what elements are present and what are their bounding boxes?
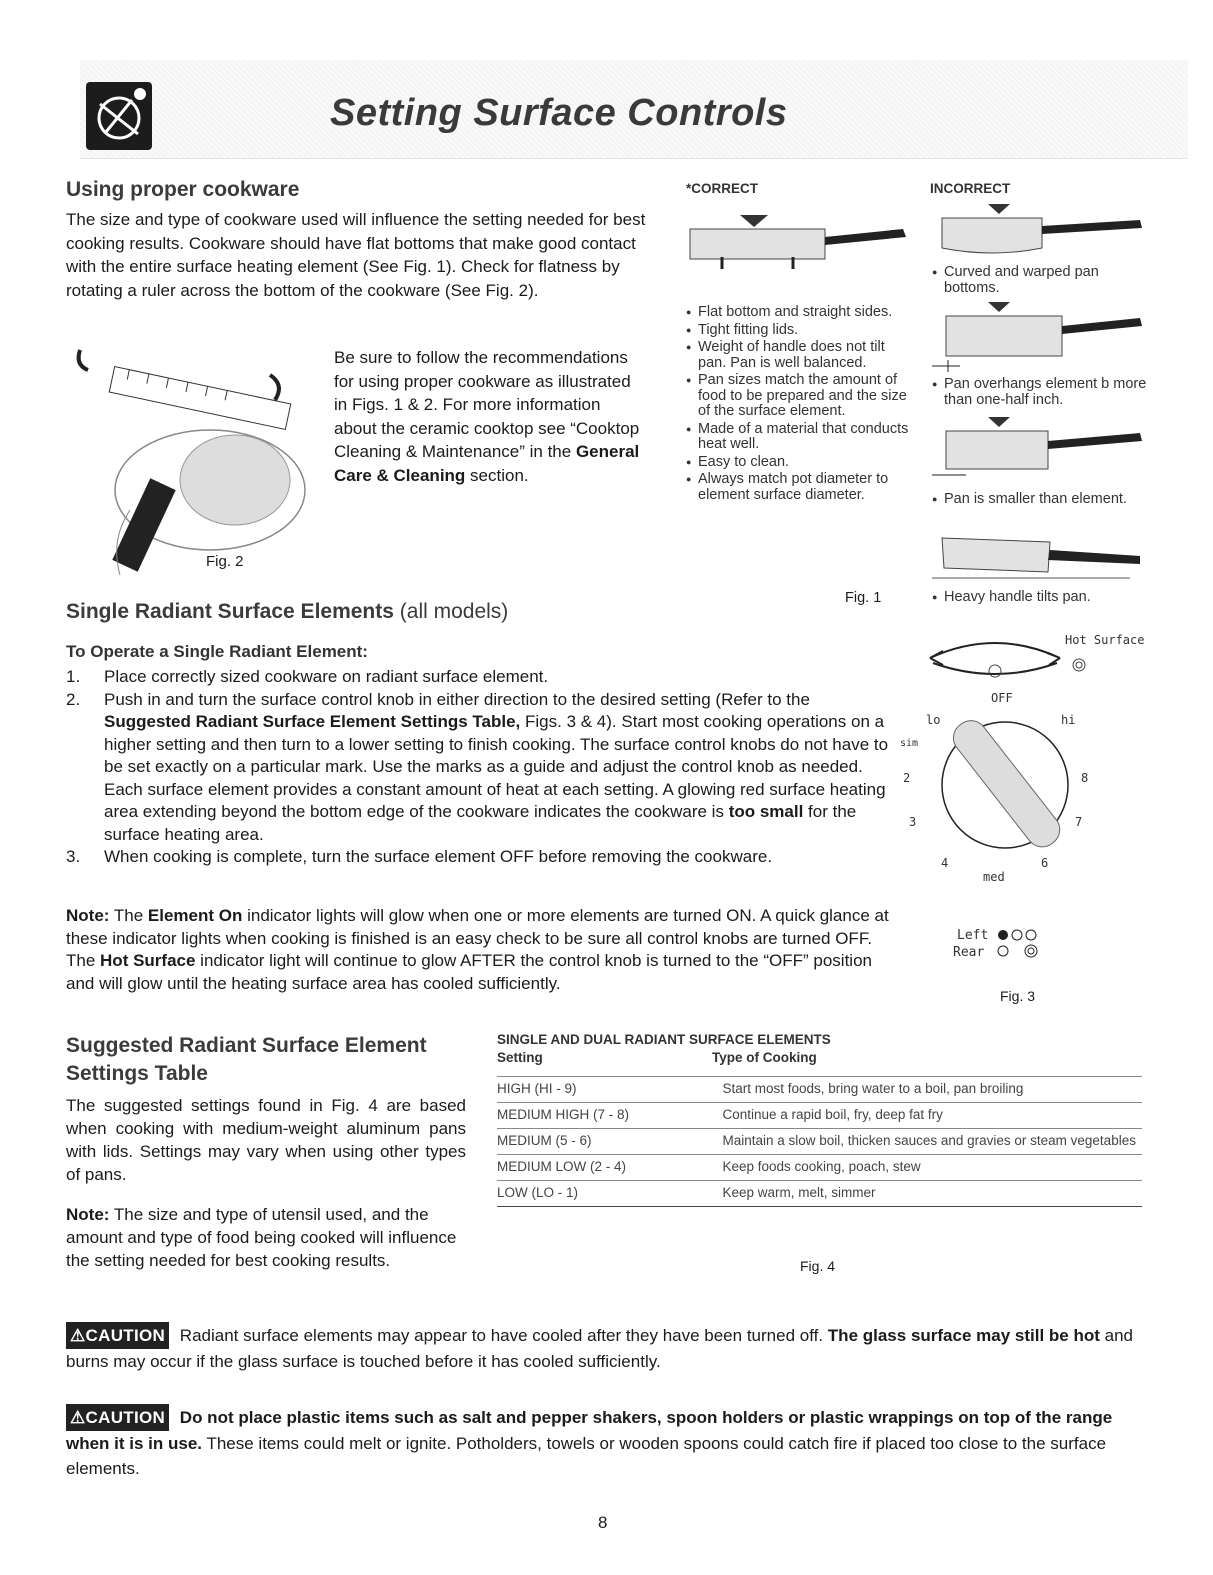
list-item <box>66 666 896 689</box>
utensil-note <box>66 1203 466 1272</box>
knob-mark-4: 4 <box>941 856 949 870</box>
knob-mark-8: 8 <box>1081 771 1089 785</box>
setting-cell: MEDIUM LOW (2 - 4) <box>497 1155 722 1181</box>
hot-surface-light-icon <box>1069 655 1089 675</box>
correct-label: *CORRECT <box>686 181 759 196</box>
list-item: ● Heavy handle tilts pan. <box>932 590 1152 606</box>
general-care-link-text: General Care & Cleaning <box>334 442 640 485</box>
follow-text-pre: Be sure to follow the recommendations for using proper cookware as illustrated in Figs. 1 & 2. For more information about the ceramic cooktop see “Cooktop Cleaning & Maintenance” in the <box>334 348 640 461</box>
list-item: ● Easy to clean. <box>686 455 911 471</box>
step-number: 1. <box>66 667 81 686</box>
table-row <box>497 1129 1142 1155</box>
knob-sim-label: sim <box>900 738 919 749</box>
incorrect-label: INCORRECT <box>930 181 1011 196</box>
column-header-setting: Setting <box>497 1050 543 1065</box>
note-bold: Element On <box>147 906 243 925</box>
caution-badge: ⚠CAUTION <box>66 1322 169 1349</box>
list-item: ● Pan is smaller than element. <box>932 492 1152 508</box>
caution-badge: ⚠CAUTION <box>66 1404 169 1431</box>
settings-table-header <box>497 1050 1142 1065</box>
setting-cell: LOW (LO - 1) <box>497 1181 722 1207</box>
section-heading-settings-table: Suggested Radiant Surface Element Settings Table <box>66 1034 427 1085</box>
type-cell: Continue a rapid boil, fry, deep fat fry <box>722 1103 1142 1129</box>
caution-bold: Do not place plastic items such as salt and pepper shakers, spoon holders or plastic wrappings on top of the range when it is in use. <box>66 1408 1113 1453</box>
knob-med-label: med <box>983 870 1005 884</box>
operate-heading: To Operate a Single Radiant Element: <box>66 642 368 661</box>
step-text: for the surface heating area. <box>104 802 857 844</box>
type-cell: Keep foods cooking, poach, stew <box>722 1155 1142 1181</box>
setting-cell: HIGH (HI - 9) <box>497 1077 722 1103</box>
single-heading-normal: (all models) <box>393 600 509 623</box>
note-text: The <box>109 906 148 925</box>
element-on-indicator-icon <box>995 925 1055 963</box>
caution-hot-surface <box>66 1322 1146 1374</box>
table-row <box>497 1181 1142 1207</box>
incorrect-item-small <box>932 492 1152 510</box>
step-text: When cooking is complete, turn the surface element OFF before removing the cookware. <box>104 847 773 866</box>
list-item: ● Curved and warped pan bottoms. <box>932 265 1152 296</box>
step-text: Place correctly sized cookware on radiant surface element. <box>104 667 549 686</box>
step-text: Push in and turn the surface control knob in either direction to the desired setting (Refer to the <box>104 689 810 709</box>
incorrect-item-tilted <box>932 590 1152 608</box>
note-label: Note: <box>66 1205 110 1224</box>
note-bold: Hot Surface <box>100 951 196 970</box>
table-row <box>497 1103 1142 1129</box>
caution-text: and burns may occur if the glass surface is touched before it has cooled sufficiently. <box>66 1326 1133 1371</box>
knob-hi-label: hi <box>1061 713 1076 727</box>
knob-mark-2: 2 <box>903 771 911 785</box>
fig3-control-knob-diagram <box>895 625 1155 1015</box>
step-number: 2. <box>66 689 81 709</box>
knob-lo-label: lo <box>926 713 941 727</box>
caution-plastic-items <box>66 1404 1146 1481</box>
page-number: 8 <box>598 1513 608 1532</box>
note-label: Note: <box>66 906 110 925</box>
caution-bold: The glass surface may still be hot <box>827 1326 1100 1345</box>
type-cell: Keep warm, melt, simmer <box>722 1181 1142 1207</box>
rear-indicator-label: Rear <box>953 945 985 960</box>
overhang-pan-illustration <box>930 300 1145 375</box>
correct-pan-illustration <box>688 205 918 270</box>
list-item: ● Pan sizes match the amount of food to be prepared and the size of the surface element. <box>686 373 911 420</box>
type-cell: Maintain a slow boil, thicken sauces and gravies or steam vegetables <box>722 1129 1142 1155</box>
table-row <box>497 1155 1142 1181</box>
knob-off-label: OFF <box>991 691 1013 705</box>
setting-cell: MEDIUM (5 - 6) <box>497 1129 722 1155</box>
left-indicator-label: Left <box>957 928 989 943</box>
follow-text-post: section. <box>465 465 529 485</box>
list-item: ● Tight fitting lids. <box>686 323 911 339</box>
list-item <box>66 689 896 847</box>
cookware-intro-text: The size and type of cookware used will influence the setting needed for best cooking results. Cookware should have flat bottoms that make good contact with the entire surface heating element (See Fig. 1). Check for flatness by rotating a ruler across the bottom of the cookware (See Fig. 2). <box>66 210 646 300</box>
list-item: ● Made of a material that conducts heat well. <box>686 422 911 453</box>
fig4-label: Fig. 4 <box>800 1258 836 1274</box>
step-bold: too small <box>728 802 804 821</box>
section-heading-cookware: Using proper cookware <box>66 178 300 201</box>
surface-control-knob <box>935 715 1075 855</box>
single-heading-bold: Single Radiant Surface Elements <box>66 600 394 623</box>
cooktop-pan-icon <box>86 82 152 150</box>
list-item: ● Flat bottom and straight sides. <box>686 305 911 321</box>
step-text: Figs. 3 & 4). Start most cooking operations on a higher setting and then turn to a lower setting to finish cooking. The surface control knobs do not have to be set exactly on a particular mark. Use the marks as a guide and adjust the control knob as needed. Each surface element provides a constant amount of heat at each setting. A glowing red surface heating area extending beyond the bottom edge of the cookware indicates the cookware is <box>104 712 889 821</box>
settings-table <box>497 1076 1142 1207</box>
settings-table-title: SINGLE AND DUAL RADIANT SURFACE ELEMENTS <box>497 1032 831 1047</box>
tilted-pan-illustration <box>930 530 1145 585</box>
setting-cell: MEDIUM HIGH (7 - 8) <box>497 1103 722 1129</box>
note-text: indicator light will continue to glow AFTER the control knob is turned to the “OFF” position and will glow until the heating surface area has cooled sufficiently. <box>66 951 872 993</box>
operate-steps-list <box>66 666 896 869</box>
cookware-follow-text <box>334 346 644 487</box>
settings-description-text: The suggested settings found in Fig. 4 are based when cooking with medium-weight aluminum pans with lids. Settings may vary when using other types of pans. <box>66 1096 466 1184</box>
warped-pan-illustration <box>930 200 1145 260</box>
page-title: Setting Surface Controls <box>330 92 788 134</box>
correct-cookware-list <box>686 305 911 505</box>
element-on-note <box>66 905 896 995</box>
list-item: ● Pan overhangs element b more than one-half inch. <box>932 377 1152 408</box>
type-cell: Start most foods, bring water to a boil, pan broiling <box>722 1077 1142 1103</box>
hot-surface-label: Hot Surface <box>1065 633 1145 647</box>
knob-mark-7: 7 <box>1075 815 1083 829</box>
section-heading-single-radiant <box>66 600 508 624</box>
column-header-type: Type of Cooking <box>712 1050 817 1065</box>
knob-mark-6: 6 <box>1041 856 1049 870</box>
small-pan-illustration <box>930 415 1145 485</box>
list-item <box>66 846 896 869</box>
fig3-label: Fig. 3 <box>1000 988 1036 1004</box>
fig2-label: Fig. 2 <box>206 553 244 570</box>
step-number: 3. <box>66 847 81 866</box>
note-text: The size and type of utensil used, and the amount and type of food being cooked will influence the setting needed for best cooking results. <box>66 1205 457 1270</box>
knob-mark-3: 3 <box>909 815 917 829</box>
list-item: ● Always match pot diameter to element surface diameter. <box>686 472 911 503</box>
note-text: indicator lights will glow when one or more elements are turned ON. A quick glance at these indicator lights when cooking is finished is an easy check to be sure all control knobs are turned OFF. The <box>66 906 889 970</box>
step-bold: Suggested Radiant Surface Element Settings Table, <box>104 712 521 731</box>
ruler-flatness-illustration <box>70 340 320 580</box>
list-item: ● Weight of handle does not tilt pan. Pan is well balanced. <box>686 340 911 371</box>
incorrect-item-overhang <box>932 377 1152 410</box>
table-row <box>497 1077 1142 1103</box>
incorrect-item-warped <box>932 265 1152 298</box>
hot-surface-indicator-icon <box>925 633 1065 683</box>
fig1-label: Fig. 1 <box>845 590 882 606</box>
caution-text: These items could melt or ignite. Potholders, towels or wooden spoons could catch fire if placed too close to the surface elements. <box>66 1434 1107 1478</box>
caution-text: Radiant surface elements may appear to have cooled after they have been turned off. <box>175 1326 828 1345</box>
